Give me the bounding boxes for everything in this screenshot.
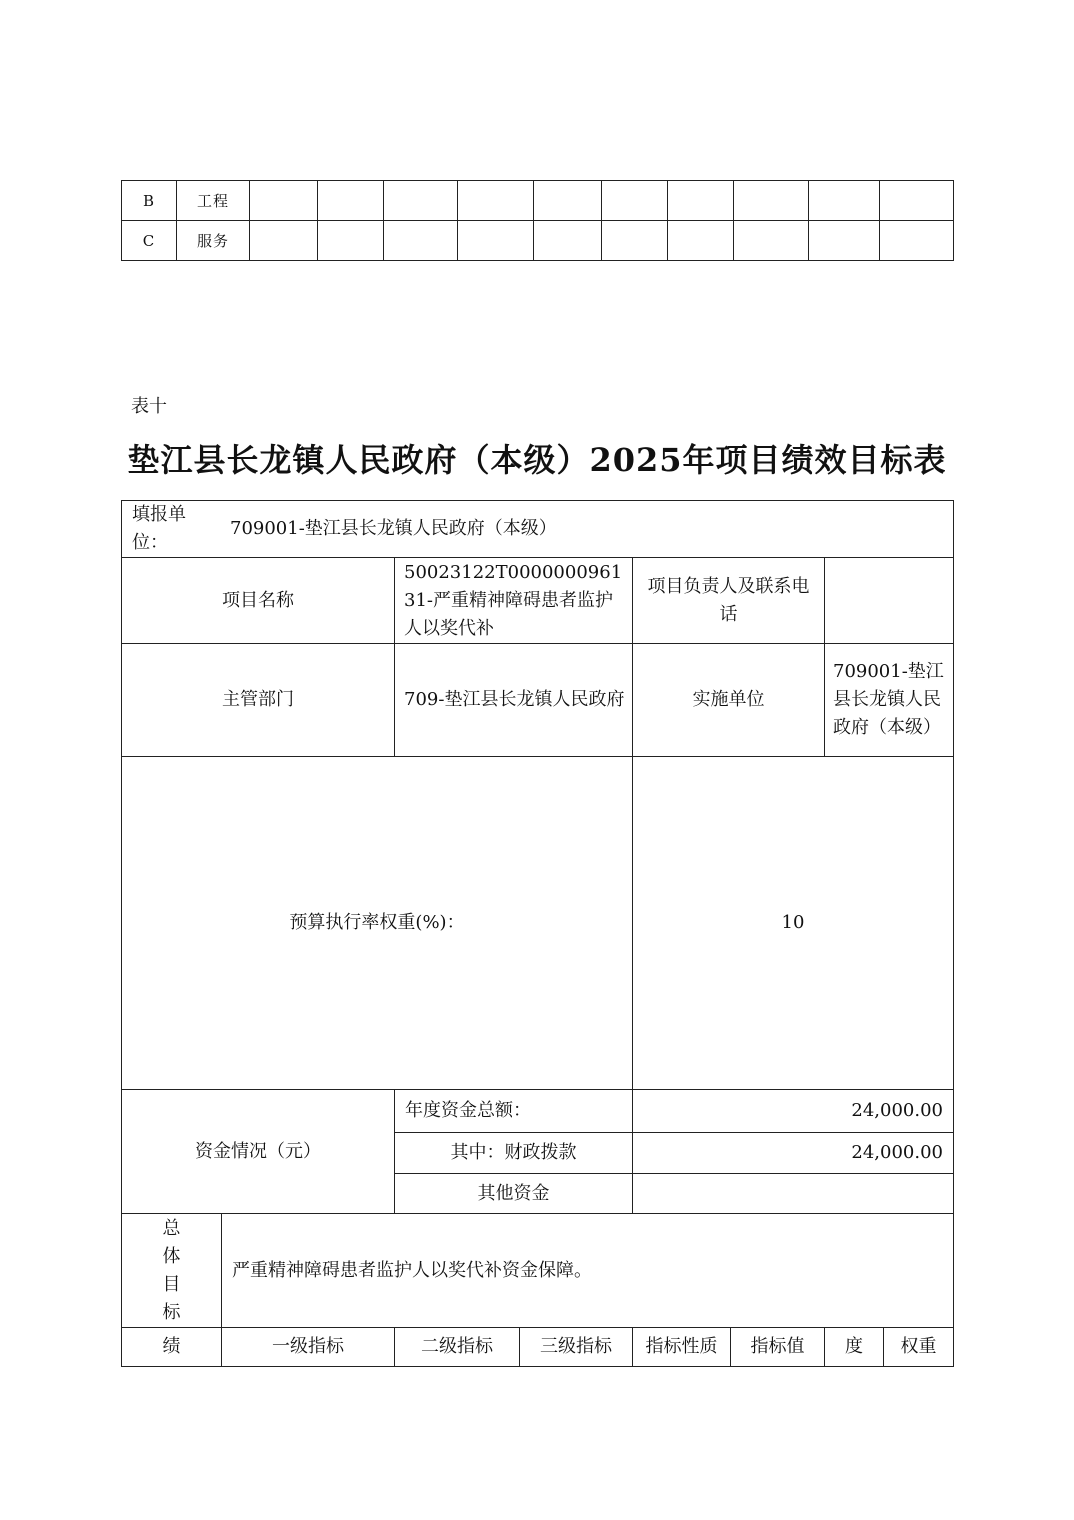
cell (384, 181, 458, 221)
table-row (122, 221, 954, 261)
header-cell: 权重 (884, 1328, 954, 1367)
table-row (122, 181, 954, 221)
cell (809, 181, 880, 221)
funds-label: 资金情况（元） (122, 1090, 395, 1214)
cell (668, 221, 734, 261)
budget-weight-row (122, 757, 954, 1090)
dept-row (122, 644, 954, 757)
goal-value: 严重精神障碍患者监护人以奖代补资金保障。 (222, 1214, 954, 1328)
cell (318, 181, 384, 221)
row-name: 服务 (177, 221, 250, 261)
contact-value (825, 558, 954, 644)
goal-label-char: 目 (162, 1273, 181, 1295)
cell (880, 181, 954, 221)
cell (734, 221, 809, 261)
cell (318, 221, 384, 261)
cell (602, 181, 668, 221)
funds-row (122, 1090, 954, 1133)
dept-value: 709-垫江县长龙镇人民政府 (395, 644, 633, 757)
header-cell: 指标值 (731, 1328, 825, 1367)
budget-weight-label: 预算执行率权重(%)： (122, 757, 633, 1090)
annual-total-label: 年度资金总额： (395, 1090, 633, 1133)
goal-label-char: 标 (162, 1301, 181, 1323)
other-funds-value (633, 1174, 954, 1214)
header-cell: 二级指标 (395, 1328, 520, 1367)
cell (809, 221, 880, 261)
budget-weight-value: 10 (633, 757, 954, 1090)
unit-cell (122, 501, 954, 558)
contact-label: 项目负责人及联系电话 (633, 558, 825, 644)
unit-row (122, 501, 954, 558)
performance-table (121, 500, 954, 1367)
cell (458, 221, 534, 261)
row-code: B (122, 181, 177, 221)
header-cell: 三级指标 (520, 1328, 633, 1367)
cell (602, 221, 668, 261)
page-title: 垫江县长龙镇人民政府（本级）2025年项目绩效目标表 (127, 441, 947, 479)
fiscal-value: 24,000.00 (633, 1133, 954, 1174)
cell (880, 221, 954, 261)
annual-total-value: 24,000.00 (633, 1090, 954, 1133)
table-label: 表十 (131, 396, 167, 417)
project-name-value: 50023122T000000096131-严重精神障碍患者监护人以奖代补 (395, 558, 633, 644)
header-cell: 度 (825, 1328, 884, 1367)
unit-value: 709001-垫江县长龙镇人民政府（本级） (230, 518, 557, 539)
cell (458, 181, 534, 221)
cell (250, 181, 318, 221)
row-name: 工程 (177, 181, 250, 221)
row-code: C (122, 221, 177, 261)
dept-label: 主管部门 (122, 644, 395, 757)
header-cell: 一级指标 (222, 1328, 395, 1367)
project-name-label: 项目名称 (122, 558, 395, 644)
top-table (121, 180, 954, 261)
unit-label: 填报单位： (132, 504, 186, 553)
fiscal-label: 其中：财政拨款 (395, 1133, 633, 1174)
goal-row (122, 1214, 954, 1328)
cell (734, 181, 809, 221)
impl-value: 709001-垫江县长龙镇人民政府（本级） (825, 644, 954, 757)
cell (384, 221, 458, 261)
cell (534, 181, 602, 221)
project-row (122, 558, 954, 644)
goal-label (122, 1214, 222, 1328)
header-cell: 绩 (122, 1328, 222, 1367)
cell (250, 221, 318, 261)
impl-label: 实施单位 (633, 644, 825, 757)
other-funds-label: 其他资金 (395, 1174, 633, 1214)
goal-label-char: 总 (162, 1217, 181, 1239)
cell (668, 181, 734, 221)
cell (534, 221, 602, 261)
indicator-header-row (122, 1328, 954, 1367)
goal-label-char: 体 (162, 1245, 181, 1267)
header-cell: 指标性质 (633, 1328, 731, 1367)
